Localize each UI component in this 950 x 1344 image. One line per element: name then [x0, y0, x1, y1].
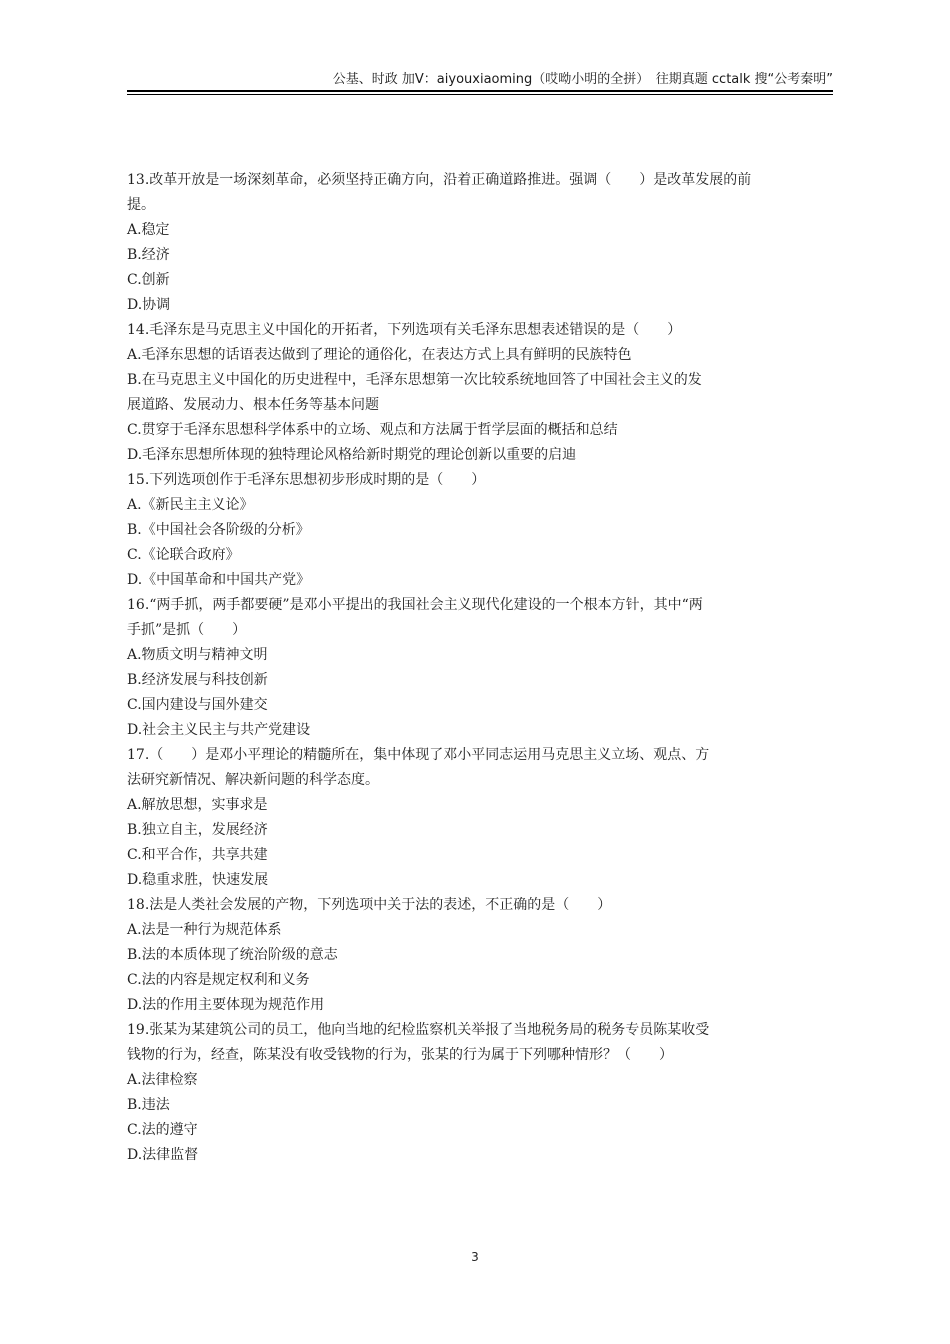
option-c: C.法的内容是规定权利和义务 [127, 972, 310, 988]
option-b: B.在马克思主义中国化的历史进程中，毛泽东思想第一次比较系统地回答了中国社会主义的发 [127, 372, 702, 388]
option-d: D.社会主义民主与共产党建设 [127, 722, 311, 738]
question-13 [127, 168, 833, 318]
option-c: C.和平合作，共享共建 [127, 847, 268, 863]
question-stem: 提。 [127, 197, 155, 213]
option-b-continued: 展道路、发展动力、根本任务等基本问题 [127, 397, 379, 413]
question-stem: 18.法是人类社会发展的产物，下列选项中关于法的表述，不正确的是（ ） [127, 897, 612, 913]
question-list [127, 168, 833, 1168]
question-stem: 17.（ ）是邓小平理论的精髓所在，集中体现了邓小平同志运用马克思主义立场、观点、方 [127, 747, 710, 763]
option-a: A.法是一种行为规范体系 [127, 922, 282, 938]
option-b: B.法的本质体现了统治阶级的意志 [127, 947, 338, 963]
question-18 [127, 893, 833, 1018]
option-a: A.物质文明与精神文明 [127, 647, 268, 663]
question-stem: 钱物的行为，经查，陈某没有收受钱物的行为，张某的行为属于下列哪种情形？（ ） [127, 1047, 673, 1063]
page-header: 公基、时政 加V：aiyouxiaoming（哎呦小明的全拼） 往期真题 cctalk 搜“公考秦明” [332, 72, 833, 87]
option-b: B.违法 [127, 1097, 170, 1113]
question-stem: 19.张某为某建筑公司的员工，他向当地的纪检监察机关举报了当地税务局的税务专员陈某收受 [127, 1022, 710, 1038]
option-a: A.法律检察 [127, 1072, 198, 1088]
question-stem: 15.下列选项创作于毛泽东思想初步形成时期的是（ ） [127, 472, 486, 488]
question-16 [127, 593, 833, 743]
header-rule-thick [127, 90, 833, 92]
option-d: D.《中国革命和中国共产党》 [127, 572, 311, 588]
option-d: D.协调 [127, 297, 171, 313]
option-c: C.创新 [127, 272, 170, 288]
option-d: D.毛泽东思想所体现的独特理论风格给新时期党的理论创新以重要的启迪 [127, 447, 577, 463]
question-14 [127, 318, 833, 468]
option-c: C.《论联合政府》 [127, 547, 240, 563]
page-number: 3 [471, 1250, 479, 1264]
question-stem: 16.“两手抓，两手都要硬”是邓小平提出的我国社会主义现代化建设的一个根本方针，其中“两 [127, 597, 703, 613]
option-b: B.经济发展与科技创新 [127, 672, 268, 688]
option-d: D.稳重求胜，快速发展 [127, 872, 269, 888]
option-b: B.经济 [127, 247, 170, 263]
question-stem: 手抓”是抓（ ） [127, 622, 247, 638]
option-d: D.法律监督 [127, 1147, 199, 1163]
question-stem: 14.毛泽东是马克思主义中国化的开拓者，下列选项有关毛泽东思想表述错误的是（ ） [127, 322, 682, 338]
option-c: C.国内建设与国外建交 [127, 697, 268, 713]
question-17 [127, 743, 833, 893]
option-a: A.解放思想，实事求是 [127, 797, 268, 813]
option-d: D.法的作用主要体现为规范作用 [127, 997, 325, 1013]
question-19 [127, 1018, 833, 1168]
option-c: C.贯穿于毛泽东思想科学体系中的立场、观点和方法属于哲学层面的概括和总结 [127, 422, 618, 438]
question-15 [127, 468, 833, 593]
option-a: A.毛泽东思想的话语表达做到了理论的通俗化，在表达方式上具有鲜明的民族特色 [127, 347, 632, 363]
option-c: C.法的遵守 [127, 1122, 198, 1138]
option-b: B.《中国社会各阶级的分析》 [127, 522, 310, 538]
option-a: A.稳定 [127, 222, 170, 238]
header-rule-thin [127, 94, 833, 95]
option-a: A.《新民主主义论》 [127, 497, 254, 513]
question-stem: 法研究新情况、解决新问题的科学态度。 [127, 772, 379, 788]
question-stem: 13.改革开放是一场深刻革命，必须坚持正确方向，沿着正确道路推进。强调（ ）是改革发展的前 [127, 172, 752, 188]
option-b: B.独立自主，发展经济 [127, 822, 268, 838]
